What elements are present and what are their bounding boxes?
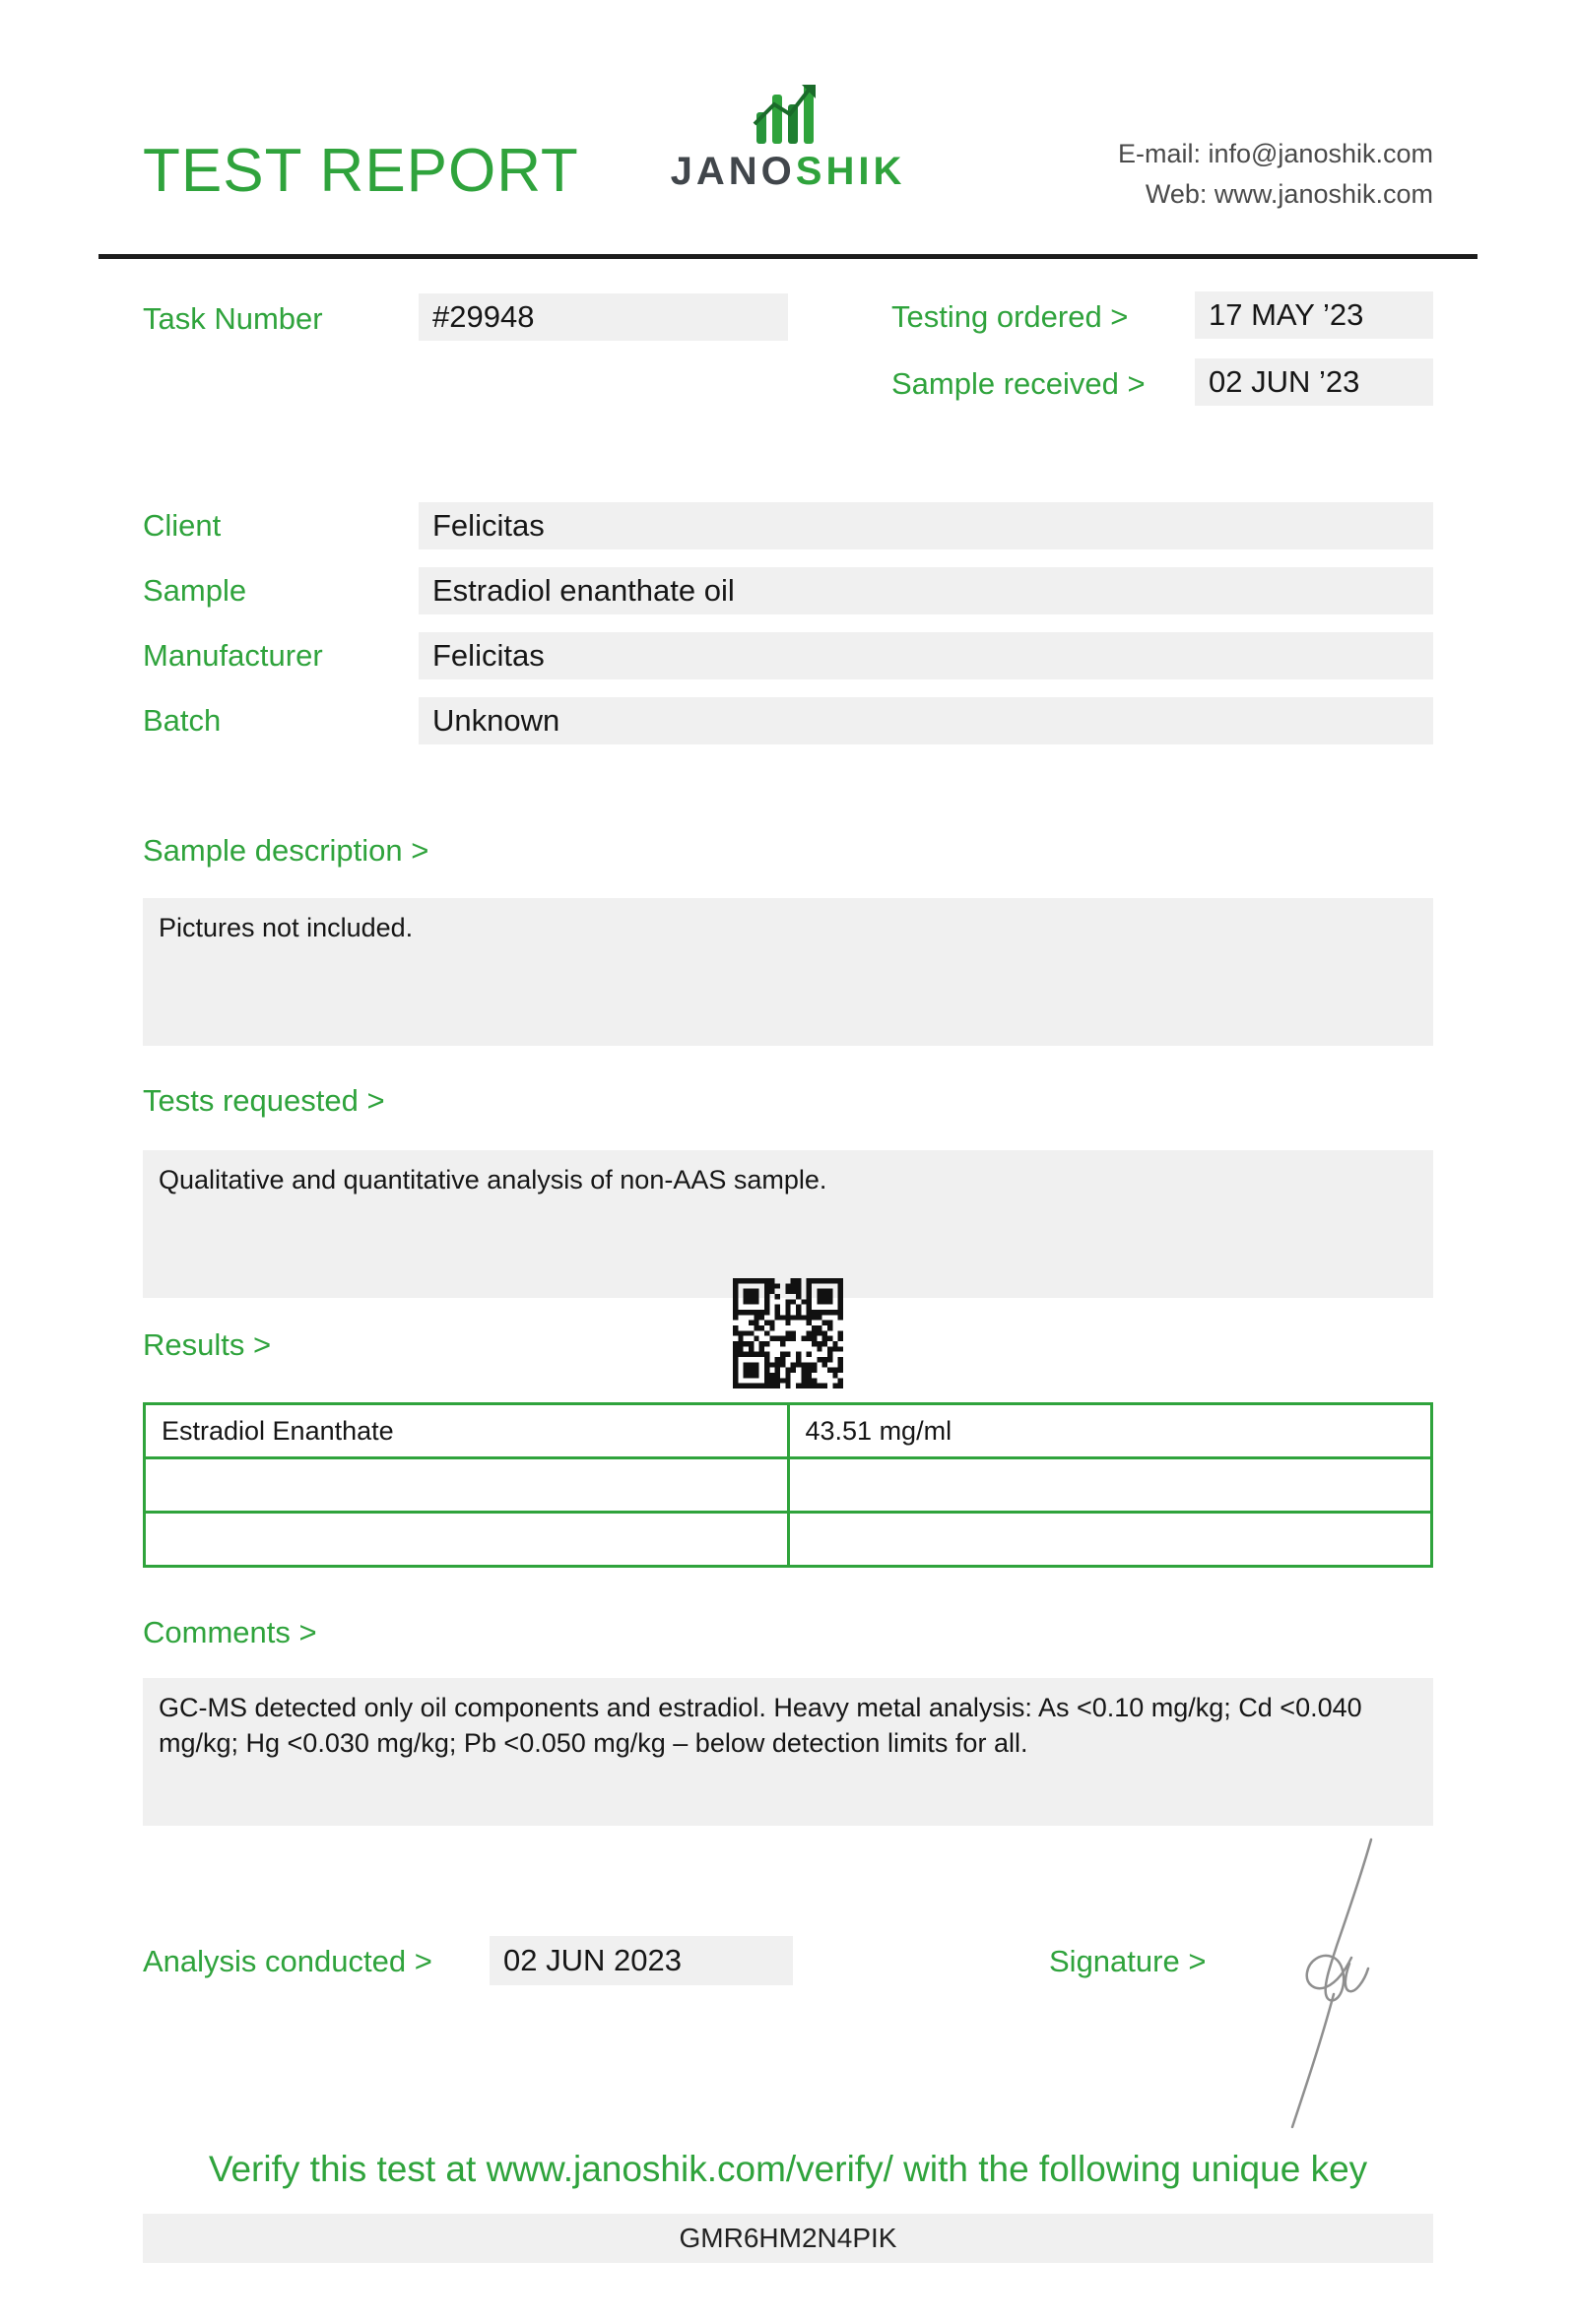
sample-received-value: 02 JUN ’23 (1195, 358, 1433, 406)
sample-details (143, 502, 1433, 744)
tests-requested-body: Qualitative and quantitative analysis of non-AAS sample. (143, 1150, 1433, 1298)
table-row (145, 1404, 1432, 1458)
sample-label: Sample (143, 573, 247, 608)
field-client (143, 502, 1433, 549)
results-table (143, 1402, 1433, 1568)
analysis-conducted-label: Analysis conducted > (143, 1944, 432, 1978)
sample-received-label: Sample received > (891, 366, 1146, 401)
logo-shik: SHIK (795, 150, 906, 193)
task-number-value: #29948 (419, 293, 788, 341)
qr-code (733, 1278, 843, 1388)
comments-heading: Comments > (143, 1615, 317, 1649)
page-title: TEST REPORT (143, 137, 579, 205)
manufacturer-label: Manufacturer (143, 638, 323, 673)
header-divider (98, 254, 1478, 259)
task-number-label: Task Number (143, 301, 323, 336)
result-value (788, 1513, 1432, 1567)
batch-value: Unknown (419, 697, 1433, 744)
result-analyte (145, 1458, 789, 1513)
table-row (145, 1513, 1432, 1567)
field-manufacturer (143, 632, 1433, 679)
unique-key: GMR6HM2N4PIK (143, 2214, 1433, 2263)
client-value: Felicitas (419, 502, 1433, 549)
result-value: 43.51 mg/ml (788, 1404, 1432, 1458)
field-batch (143, 697, 1433, 744)
result-analyte: Estradiol Enanthate (145, 1404, 789, 1458)
tests-requested-heading: Tests requested > (143, 1083, 385, 1118)
janoshik-logo (630, 79, 946, 194)
signature-scribble (1233, 1834, 1440, 2139)
signature-label: Signature > (1049, 1944, 1207, 1978)
manufacturer-value: Felicitas (419, 632, 1433, 679)
logo-jano: JANO (670, 150, 796, 193)
sample-description-body: Pictures not included. (143, 898, 1433, 1046)
testing-ordered-label: Testing ordered > (891, 299, 1129, 334)
table-row (145, 1458, 1432, 1513)
sample-value: Estradiol enanthate oil (419, 567, 1433, 614)
field-sample (143, 567, 1433, 614)
verify-instruction: Verify this test at www.janoshik.com/verify/ with the following unique key (208, 2149, 1368, 2189)
result-analyte (145, 1513, 789, 1567)
analysis-conducted-value: 02 JUN 2023 (490, 1936, 793, 1985)
chart-growth-icon (741, 79, 835, 148)
result-value (788, 1458, 1432, 1513)
logo-wordmark (630, 150, 946, 194)
testing-ordered-value: 17 MAY ’23 (1195, 291, 1433, 339)
client-label: Client (143, 508, 222, 543)
contact-info (1118, 134, 1433, 214)
email-line: E-mail: info@janoshik.com (1117, 139, 1433, 168)
sample-description-heading: Sample description > (143, 833, 429, 868)
comments-body: GC-MS detected only oil components and estradiol. Heavy metal analysis: As <0.10 mg/kg; Cd <0.040 mg/kg; Hg <0.030 mg/kg; Pb <0.050 mg/kg – below detection limits for all. (143, 1678, 1433, 1826)
batch-label: Batch (143, 703, 222, 738)
results-heading: Results > (143, 1327, 272, 1362)
web-line: Web: www.janoshik.com (1145, 178, 1433, 209)
